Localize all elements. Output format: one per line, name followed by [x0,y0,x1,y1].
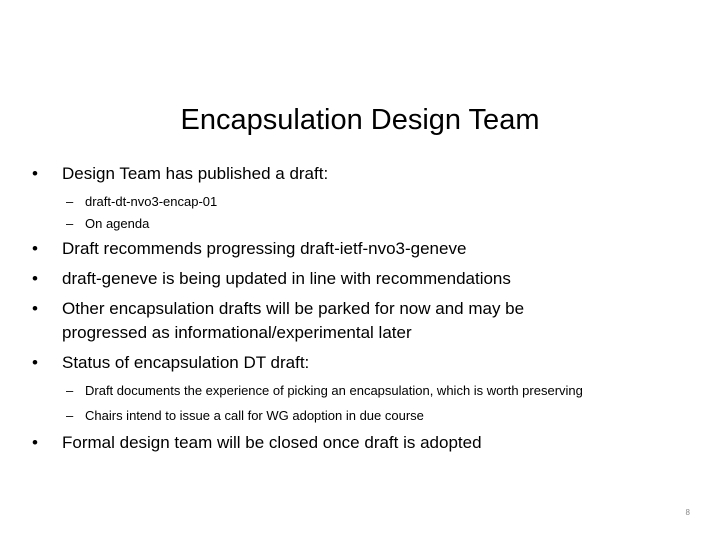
sub-bullet-item: – On agenda [24,214,694,233]
sub-bullet-item: – Chairs intend to issue a call for WG adoption in due course [24,406,694,425]
slide-title: Encapsulation Design Team [180,104,540,136]
bullet-item: • draft-geneve is being updated in line with recommendations [24,267,694,291]
bullet-item: • Draft recommends progressing draft-ietf-nvo3-geneve [24,237,694,261]
bullet-item: • Status of encapsulation DT draft: [24,351,694,375]
sub-bullet-item: – draft-dt-nvo3-encap-01 [24,192,694,211]
sub-bullet-item: – Draft documents the experience of picking an encapsulation, which is worth preserving [24,381,605,400]
bullet-item: • Formal design team will be closed once draft is adopted [24,431,694,455]
bullet-item: • Other encapsulation drafts will be parked for now and may be progressed as informational/experimental later [24,297,602,345]
page-number: 8 [685,508,690,517]
bullet-list [24,162,694,455]
bullet-item: • Design Team has published a draft: [24,162,694,186]
